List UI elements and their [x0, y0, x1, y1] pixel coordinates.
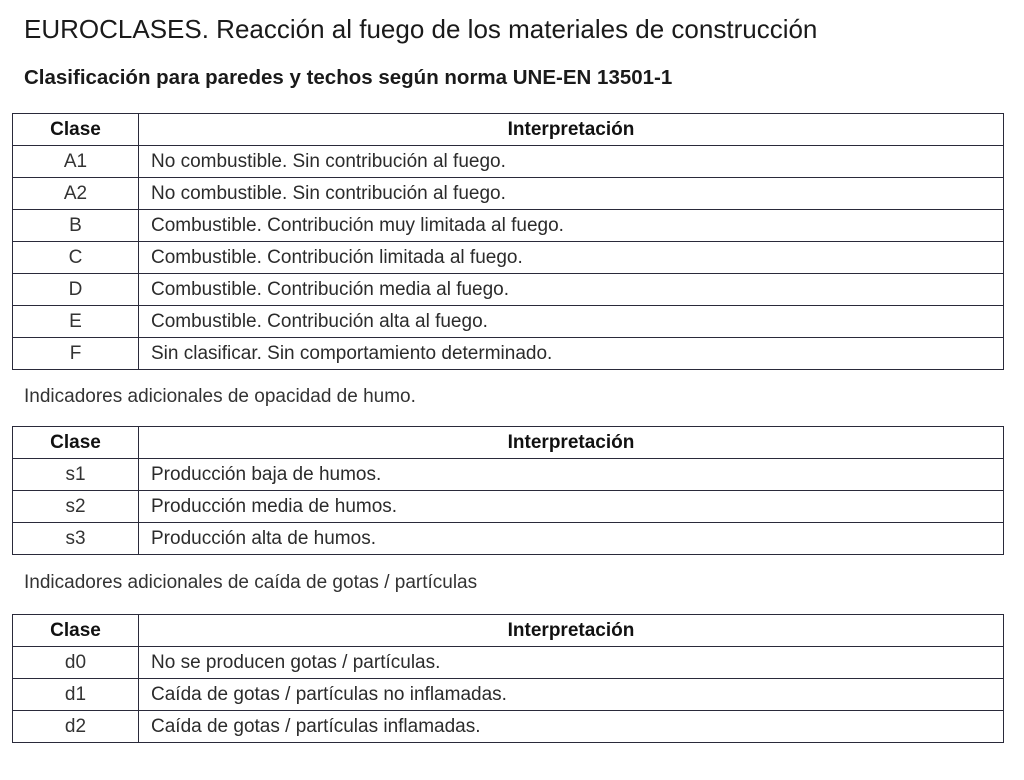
table-row	[13, 459, 1004, 491]
table-row	[13, 679, 1004, 711]
class-cell: s3	[13, 523, 139, 555]
interpretation-cell: Producción media de humos.	[139, 491, 1004, 523]
table-row	[13, 178, 1004, 210]
dripping-particles-table	[12, 614, 1004, 743]
class-cell: F	[13, 338, 139, 370]
interpretation-cell: Combustible. Contribución limitada al fuego.	[139, 242, 1004, 274]
interpretation-cell: Sin clasificar. Sin comportamiento determinado.	[139, 338, 1004, 370]
class-cell: s1	[13, 459, 139, 491]
class-cell: A1	[13, 146, 139, 178]
interpretation-cell: Combustible. Contribución media al fuego.	[139, 274, 1004, 306]
smoke-opacity-table	[12, 426, 1004, 555]
table-row	[13, 647, 1004, 679]
class-cell: s2	[13, 491, 139, 523]
table-row	[13, 210, 1004, 242]
interpretation-cell: Producción baja de humos.	[139, 459, 1004, 491]
class-cell: d2	[13, 711, 139, 743]
table-header-row	[13, 615, 1004, 647]
interpretation-cell: No combustible. Sin contribución al fuego.	[139, 178, 1004, 210]
table-row	[13, 523, 1004, 555]
table-row	[13, 146, 1004, 178]
column-header-interpretacion: Interpretación	[139, 427, 1004, 459]
column-header-clase: Clase	[13, 114, 139, 146]
page-title: EUROCLASES. Reacción al fuego de los materiales de construcción	[24, 14, 818, 44]
class-cell: d1	[13, 679, 139, 711]
table-row	[13, 491, 1004, 523]
dripping-particles-note: Indicadores adicionales de caída de gotas / partículas	[24, 572, 478, 593]
class-cell: B	[13, 210, 139, 242]
table-row	[13, 306, 1004, 338]
class-cell: A2	[13, 178, 139, 210]
class-cell: E	[13, 306, 139, 338]
page-subtitle: Clasificación para paredes y techos según norma UNE-EN 13501-1	[24, 66, 673, 89]
class-cell: D	[13, 274, 139, 306]
table-row	[13, 711, 1004, 743]
column-header-interpretacion: Interpretación	[139, 114, 1004, 146]
interpretation-cell: Caída de gotas / partículas inflamadas.	[139, 711, 1004, 743]
table-header-row	[13, 114, 1004, 146]
interpretation-cell: Combustible. Contribución muy limitada al fuego.	[139, 210, 1004, 242]
table-row	[13, 274, 1004, 306]
interpretation-cell: Producción alta de humos.	[139, 523, 1004, 555]
table-header-row	[13, 427, 1004, 459]
column-header-interpretacion: Interpretación	[139, 615, 1004, 647]
table-row	[13, 338, 1004, 370]
smoke-opacity-note: Indicadores adicionales de opacidad de humo.	[24, 386, 416, 407]
column-header-clase: Clase	[13, 427, 139, 459]
class-cell: C	[13, 242, 139, 274]
interpretation-cell: No se producen gotas / partículas.	[139, 647, 1004, 679]
euroclass-table	[12, 113, 1004, 370]
class-cell: d0	[13, 647, 139, 679]
interpretation-cell: Combustible. Contribución alta al fuego.	[139, 306, 1004, 338]
table-row	[13, 242, 1004, 274]
interpretation-cell: Caída de gotas / partículas no inflamadas.	[139, 679, 1004, 711]
interpretation-cell: No combustible. Sin contribución al fuego.	[139, 146, 1004, 178]
column-header-clase: Clase	[13, 615, 139, 647]
